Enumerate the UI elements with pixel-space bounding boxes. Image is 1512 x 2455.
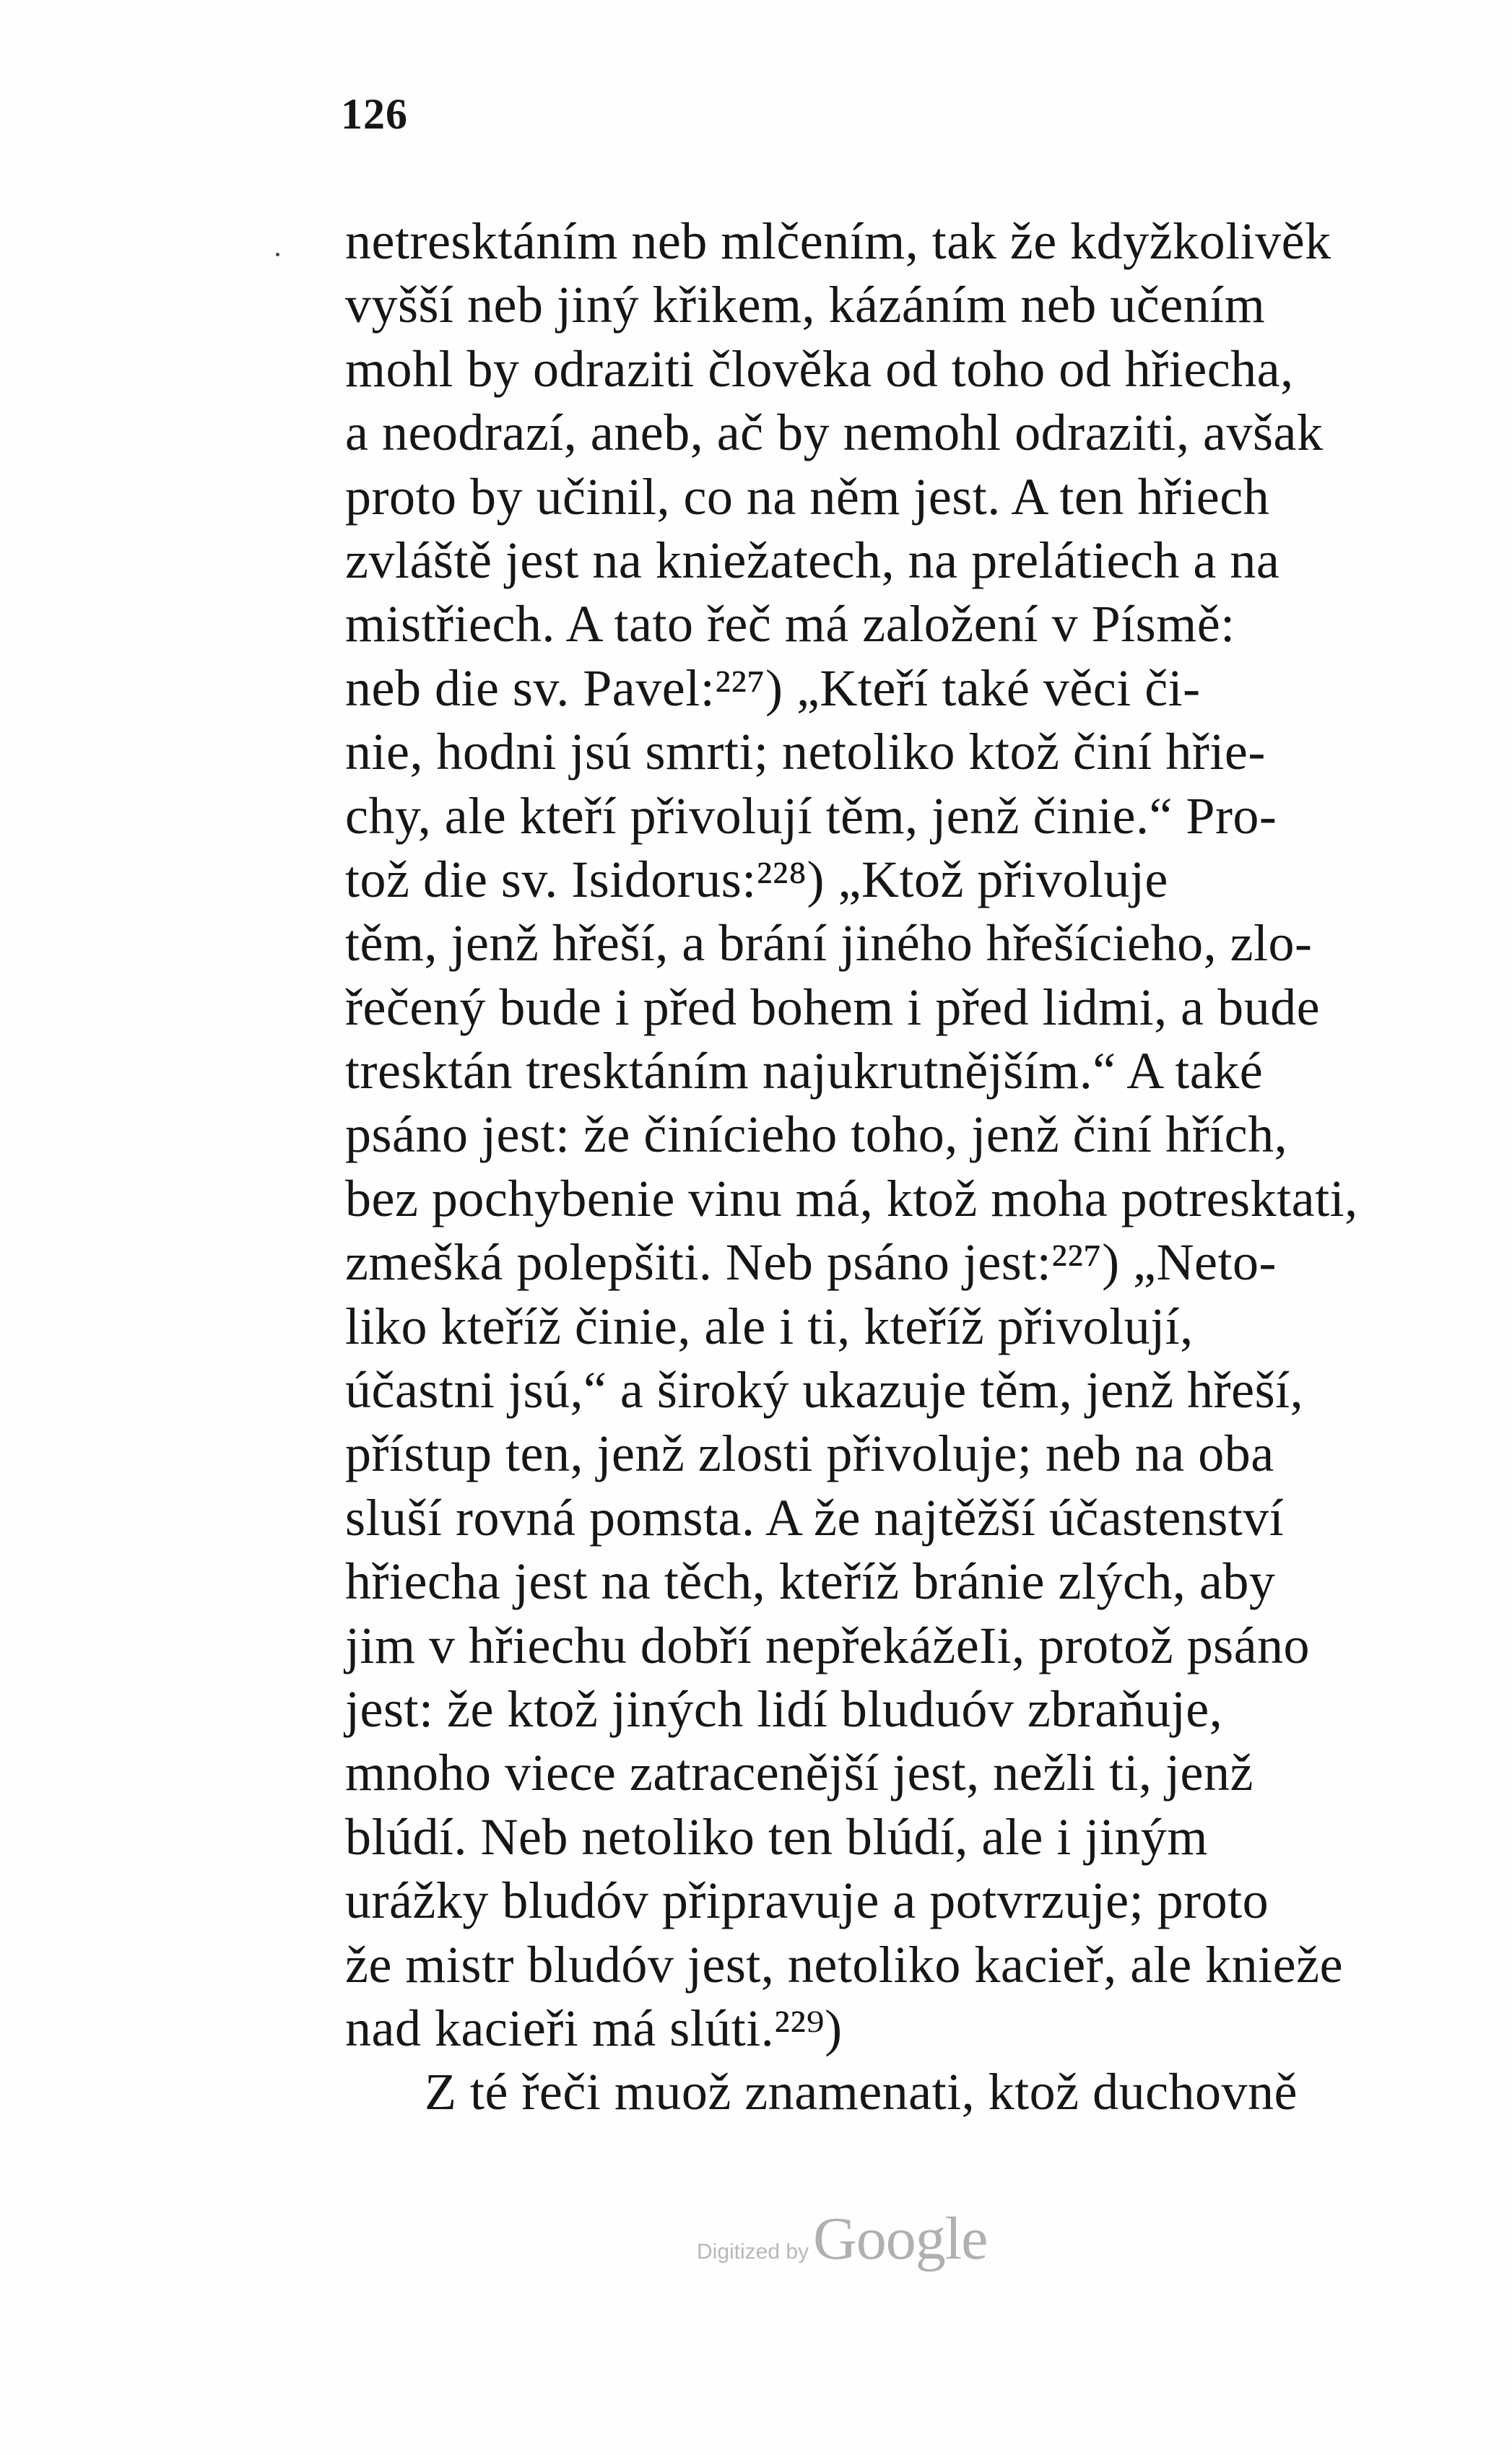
text-line: mohl by odraziti člověka od toho od hřiecha, [345,339,1294,398]
text-line: zmešká polepšiti. Neb psáno jest:²²⁷) „Neto- [345,1233,1277,1292]
text-line: blúdí. Neb netoliko ten blúdí, ale i jiným [345,1807,1208,1866]
text-line: neb die sv. Pavel:²²⁷) „Kteří také věci či- [345,659,1201,717]
text-line: že mistr bludóv jest, netoliko kacieř, ale knieže [345,1935,1344,1994]
text-line-paragraph-start: Z té řeči muož znamenati, ktož duchovně [425,2063,1298,2121]
text-line: sluší rovná pomsta. A že najtěžší účastenství [345,1488,1285,1547]
text-line: řečený bude i před bohem i před lidmi, a bude [345,978,1321,1036]
text-line: hřiecha jest na těch, kteříž bránie zlých, aby [345,1552,1276,1611]
text-line: mistřiech. A tato řeč má založení v Písmě: [345,595,1235,653]
text-line: těm, jenž hřeší, a brání jiného hřešícieho, zlo- [345,914,1313,973]
text-line: přístup ten, jenž zlosti přivoluje; neb na oba [345,1425,1274,1483]
google-logo: Google [813,2205,988,2272]
text-line: nad kacieři má slúti.²²⁹) [345,1999,843,2057]
text-line: nie, hodni jsú smrti; netoliko ktož činí hřie- [345,723,1266,781]
text-line: psáno jest: že činícieho toho, jenž činí hřích, [345,1105,1288,1164]
page-number: 126 [341,90,408,138]
text-line: tož die sv. Isidorus:²²⁸) „Ktož přivoluje [345,850,1168,908]
text-line: tresktán tresktáním najukrutnějším.“ A také [345,1042,1264,1100]
text-line: jest: že ktož jiných lidí bluduóv zbraňuje, [345,1680,1223,1738]
text-line: účastni jsú,“ a široký ukazuje těm, jenž hřeší, [345,1361,1304,1420]
text-line: chy, ale kteří přivolují těm, jenž činie.“ Pro- [345,786,1277,845]
text-line: liko kteříž činie, ale i ti, kteříž přivolují, [345,1297,1194,1355]
text-line: zvláště jest na kniežatech, na prelátiech a na [345,531,1280,589]
digitized-by-google-watermark [697,2204,987,2274]
text-line: vyšší neb jiný křikem, kázáním neb učením [345,276,1266,334]
watermark-prefix: Digitized by [697,2240,809,2264]
text-line: a neodrazí, aneb, ač by nemohl odraziti, avšak [345,404,1324,462]
text-line: jim v hřiechu dobří nepřekážeIi, protož psáno [345,1616,1311,1674]
text-line: netresktáním neb mlčením, tak že kdyžkolivěk [345,212,1331,270]
text-line: urážky bludóv připravuje a potvrzuje; proto [345,1872,1269,1930]
margin-mark [276,253,279,256]
text-line: proto by učinil, co na něm jest. A ten hřiech [345,467,1270,526]
text-line: mnoho viece zatracenější jest, nežli ti, jenž [345,1744,1254,1802]
body-text [345,209,1500,2124]
text-line: bez pochybenie vinu má, ktož moha potresktati, [345,1169,1358,1228]
